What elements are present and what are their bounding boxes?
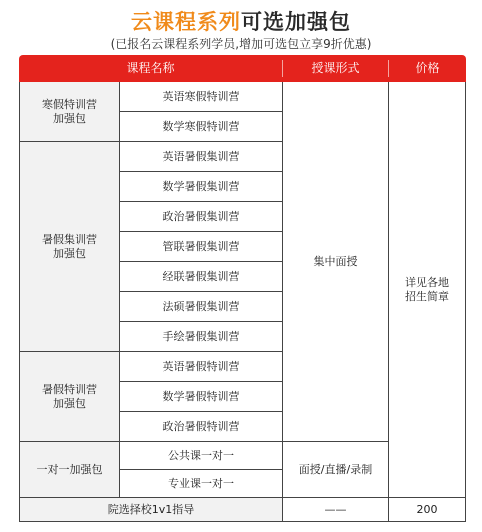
school-guidance-name: 院选择校1v1指导 bbox=[20, 498, 283, 521]
group-name-winter: 寒假特训营 加强包 bbox=[20, 82, 120, 142]
page-title bbox=[0, 8, 482, 36]
mode-cell-camps: 集中面授 bbox=[283, 82, 389, 442]
group-name-summer-special: 暑假特训营 加强包 bbox=[20, 352, 120, 442]
package-table bbox=[19, 55, 466, 522]
title-rest: 可选加强包 bbox=[241, 10, 351, 34]
table-body bbox=[19, 82, 466, 522]
table-cell-course: 英语寒假特训营 bbox=[120, 82, 283, 112]
mode-cell-one-on-one: 面授/直播/录制 bbox=[283, 442, 389, 498]
page-subtitle: (已报名云课程系列学员,增加可选包立享9折优惠) bbox=[110, 37, 372, 51]
price-cell-school: 200 bbox=[389, 498, 465, 521]
table-cell-course: 数学寒假特训营 bbox=[120, 112, 283, 142]
table-cell-course: 政治暑假特训营 bbox=[120, 412, 283, 442]
group-name-summer-collective: 暑假集训营 加强包 bbox=[20, 142, 120, 352]
mode-cell-school: —— bbox=[283, 498, 389, 521]
table-cell-course: 管联暑假集训营 bbox=[120, 232, 283, 262]
title-highlight: 云课程系列 bbox=[131, 10, 241, 34]
table-cell-course: 公共课一对一 bbox=[120, 442, 283, 470]
column-header-price: 价格 bbox=[415, 61, 440, 75]
table-cell-course: 经联暑假集训营 bbox=[120, 262, 283, 292]
table-header bbox=[19, 55, 466, 82]
group-name-one-on-one: 一对一加强包 bbox=[20, 442, 120, 498]
table-cell-course: 数学暑假特训营 bbox=[120, 382, 283, 412]
table-cell-course: 数学暑假集训营 bbox=[120, 172, 283, 202]
table-cell-course: 专业课一对一 bbox=[120, 470, 283, 498]
column-header-mode: 授课形式 bbox=[311, 61, 360, 75]
table-cell-course: 英语暑假特训营 bbox=[120, 352, 283, 382]
price-cell-merged: 详见各地 招生简章 bbox=[389, 82, 465, 498]
column-header-course: 课程名称 bbox=[126, 61, 175, 75]
table-cell-course: 英语暑假集训营 bbox=[120, 142, 283, 172]
table-cell-course: 手绘暑假集训营 bbox=[120, 322, 283, 352]
table-cell-course: 法硕暑假集训营 bbox=[120, 292, 283, 322]
table-cell-course: 政治暑假集训营 bbox=[120, 202, 283, 232]
